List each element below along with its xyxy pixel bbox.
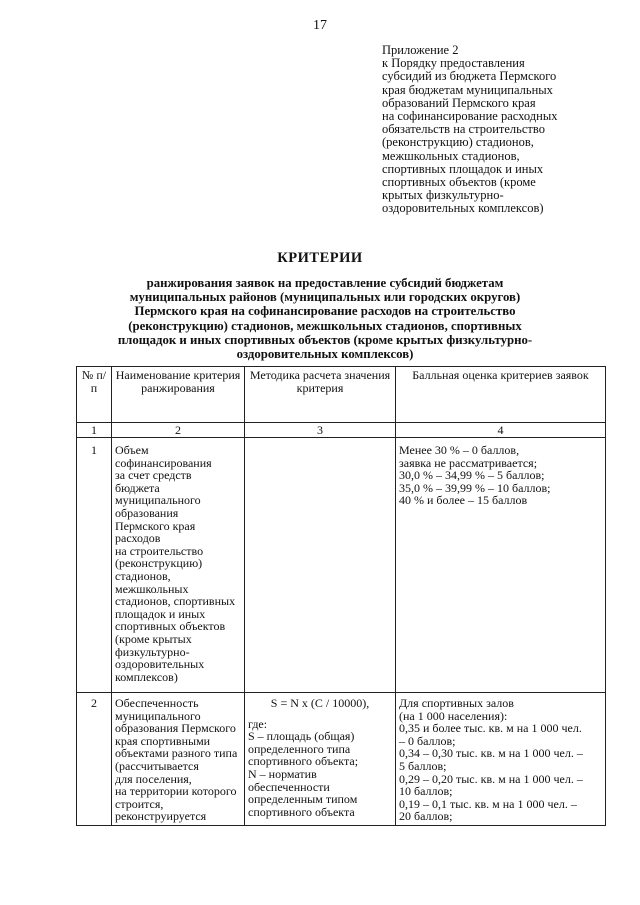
criterion-name-line: строится, bbox=[115, 796, 164, 811]
subtitle-line: (реконструкцию) стадионов, межшкольных стадионов, спортивных bbox=[128, 318, 522, 333]
subtitle-line: ранжирования заявок на предоставление субсидий бюджетам bbox=[146, 276, 504, 290]
criterion-name-line: физкультурно- bbox=[115, 644, 190, 659]
column-number: 3 bbox=[245, 423, 396, 438]
criterion-name-line: муниципального bbox=[115, 493, 201, 508]
appendix-line: на софинансирование расходных bbox=[382, 109, 558, 124]
method-line: определенного типа bbox=[248, 741, 351, 756]
calculation-method bbox=[245, 693, 396, 826]
appendix-line: края бюджетам муниципальных bbox=[382, 82, 553, 97]
criterion-name-line: спортивных объектов bbox=[115, 619, 226, 634]
method-line: обеспеченности bbox=[248, 779, 330, 794]
table-header-row bbox=[77, 367, 606, 423]
criterion-name-line: расходов bbox=[115, 531, 161, 546]
score-line: заявка не рассматривается; bbox=[399, 455, 538, 470]
method-formula: S = N x (C / 10000), bbox=[270, 696, 370, 710]
page-number: 17 bbox=[313, 18, 327, 33]
appendix-line: спортивных объектов (кроме bbox=[382, 175, 536, 190]
criterion-name-line: (реконструкцию) bbox=[115, 556, 203, 571]
subtitle-line: площадок и иных спортивных объектов (кроме крытых физкультурно- bbox=[117, 332, 533, 347]
table-row bbox=[77, 693, 606, 826]
criterion-name-line: реконструируется bbox=[115, 809, 207, 824]
appendix-line: субсидий из бюджета Пермского bbox=[382, 69, 557, 84]
method-line: спортивного объекта; bbox=[248, 754, 359, 769]
criterion-name-line: объектами разного типа bbox=[115, 746, 238, 761]
appendix-line: обязательств на строительство bbox=[382, 122, 545, 137]
method-line: S – площадь (общая) bbox=[248, 729, 355, 744]
header-method: Методика расчета значения критерия bbox=[245, 367, 396, 423]
criterion-name-line: бюджета bbox=[115, 480, 160, 495]
score-line: – 0 баллов; bbox=[399, 733, 456, 748]
criterion-name-line: площадок и иных bbox=[115, 606, 206, 621]
criterion-name-line: (рассчитывается bbox=[115, 758, 199, 773]
method-line: где: bbox=[248, 716, 268, 731]
criterion-name-line: Объем bbox=[115, 443, 149, 457]
subtitle-line: оздоровительных комплексов) bbox=[236, 347, 414, 362]
score-line: Менее 30 % – 0 баллов, bbox=[399, 443, 520, 457]
criterion-name-line: стадионов, спортивных bbox=[115, 594, 236, 609]
calculation-method bbox=[245, 438, 396, 693]
subtitle-line: Пермского края на софинансирование расходов на строительство bbox=[134, 304, 516, 319]
criteria-table bbox=[76, 366, 606, 826]
header-criterion-name: Наименование критерия ранжирования bbox=[112, 367, 245, 423]
appendix-header bbox=[382, 44, 622, 216]
criterion-name-line: на строительство bbox=[115, 543, 204, 558]
criterion-name-line: софинансирования bbox=[115, 455, 212, 470]
score-line: 35,0 % – 39,99 % – 10 баллов; bbox=[399, 480, 551, 495]
document-subtitle bbox=[90, 276, 560, 361]
score-line: 20 баллов; bbox=[399, 809, 453, 824]
appendix-line: к Порядку предоставления bbox=[382, 56, 525, 71]
criterion-name-line: Пермского края bbox=[115, 518, 196, 533]
criterion-name-line: образования bbox=[115, 505, 179, 520]
criterion-name-line: образования Пермского bbox=[115, 721, 236, 736]
appendix-line: (реконструкцию) стадионов, bbox=[382, 135, 534, 150]
table-row bbox=[77, 438, 606, 693]
row-number: 2 bbox=[77, 693, 112, 826]
criterion-name bbox=[112, 438, 245, 693]
score-line: 0,29 – 0,20 тыс. кв. м на 1 000 чел. – bbox=[399, 771, 583, 786]
appendix-line: Приложение 2 bbox=[382, 43, 459, 57]
document-title: КРИТЕРИИ bbox=[277, 250, 363, 266]
criterion-name-line: (кроме крытых bbox=[115, 631, 192, 646]
column-number: 1 bbox=[77, 423, 112, 438]
appendix-line: крытых физкультурно- bbox=[382, 188, 504, 203]
method-line: определенным типом bbox=[248, 792, 358, 807]
subtitle-line: муниципальных районов (муниципальных или городских округов) bbox=[129, 290, 521, 305]
score-line: 0,35 и более тыс. кв. м на 1 000 чел. bbox=[399, 721, 582, 736]
criterion-name bbox=[112, 693, 245, 826]
column-number: 4 bbox=[396, 423, 606, 438]
criterion-name-line: межшкольных bbox=[115, 581, 189, 596]
row-number: 1 bbox=[77, 438, 112, 693]
method-line: спортивного объекта bbox=[248, 804, 355, 819]
score-line: (на 1 000 населения): bbox=[399, 708, 508, 723]
appendix-line: оздоровительных комплексов) bbox=[382, 201, 544, 216]
score-description bbox=[396, 693, 606, 826]
appendix-line: спортивных площадок и иных bbox=[382, 161, 544, 176]
criterion-name-line: оздоровительных bbox=[115, 657, 205, 672]
column-number: 2 bbox=[112, 423, 245, 438]
criterion-name-line: стадионов, bbox=[115, 568, 171, 583]
column-number-row bbox=[77, 423, 606, 438]
header-num: № п/п bbox=[77, 367, 112, 423]
score-line: 0,19 – 0,1 тыс. кв. м на 1 000 чел. – bbox=[399, 796, 577, 811]
appendix-line: межшкольных стадионов, bbox=[382, 148, 520, 163]
score-line: 40 % и более – 15 баллов bbox=[399, 493, 528, 508]
appendix-line: образований Пермского края bbox=[382, 95, 536, 110]
method-line: N – норматив bbox=[248, 766, 317, 781]
criterion-name-line: комплексов) bbox=[115, 669, 178, 684]
criterion-name-line: Обеспеченность bbox=[115, 696, 199, 710]
criterion-name-line: для поселения, bbox=[115, 771, 192, 786]
header-score: Балльная оценка критериев заявок bbox=[396, 367, 606, 423]
criterion-name-line: муниципального bbox=[115, 708, 201, 723]
criterion-name-line: за счет средств bbox=[115, 468, 192, 483]
criterion-name-line: края спортивными bbox=[115, 733, 211, 748]
score-description bbox=[396, 438, 606, 693]
score-line: Для спортивных залов bbox=[399, 696, 514, 710]
score-line: 30,0 % – 34,99 % – 5 баллов; bbox=[399, 468, 545, 483]
score-line: 5 баллов; bbox=[399, 758, 447, 773]
score-line: 0,34 – 0,30 тыс. кв. м на 1 000 чел. – bbox=[399, 746, 583, 761]
score-line: 10 баллов; bbox=[399, 784, 453, 799]
criterion-name-line: на территории которого bbox=[115, 784, 237, 799]
